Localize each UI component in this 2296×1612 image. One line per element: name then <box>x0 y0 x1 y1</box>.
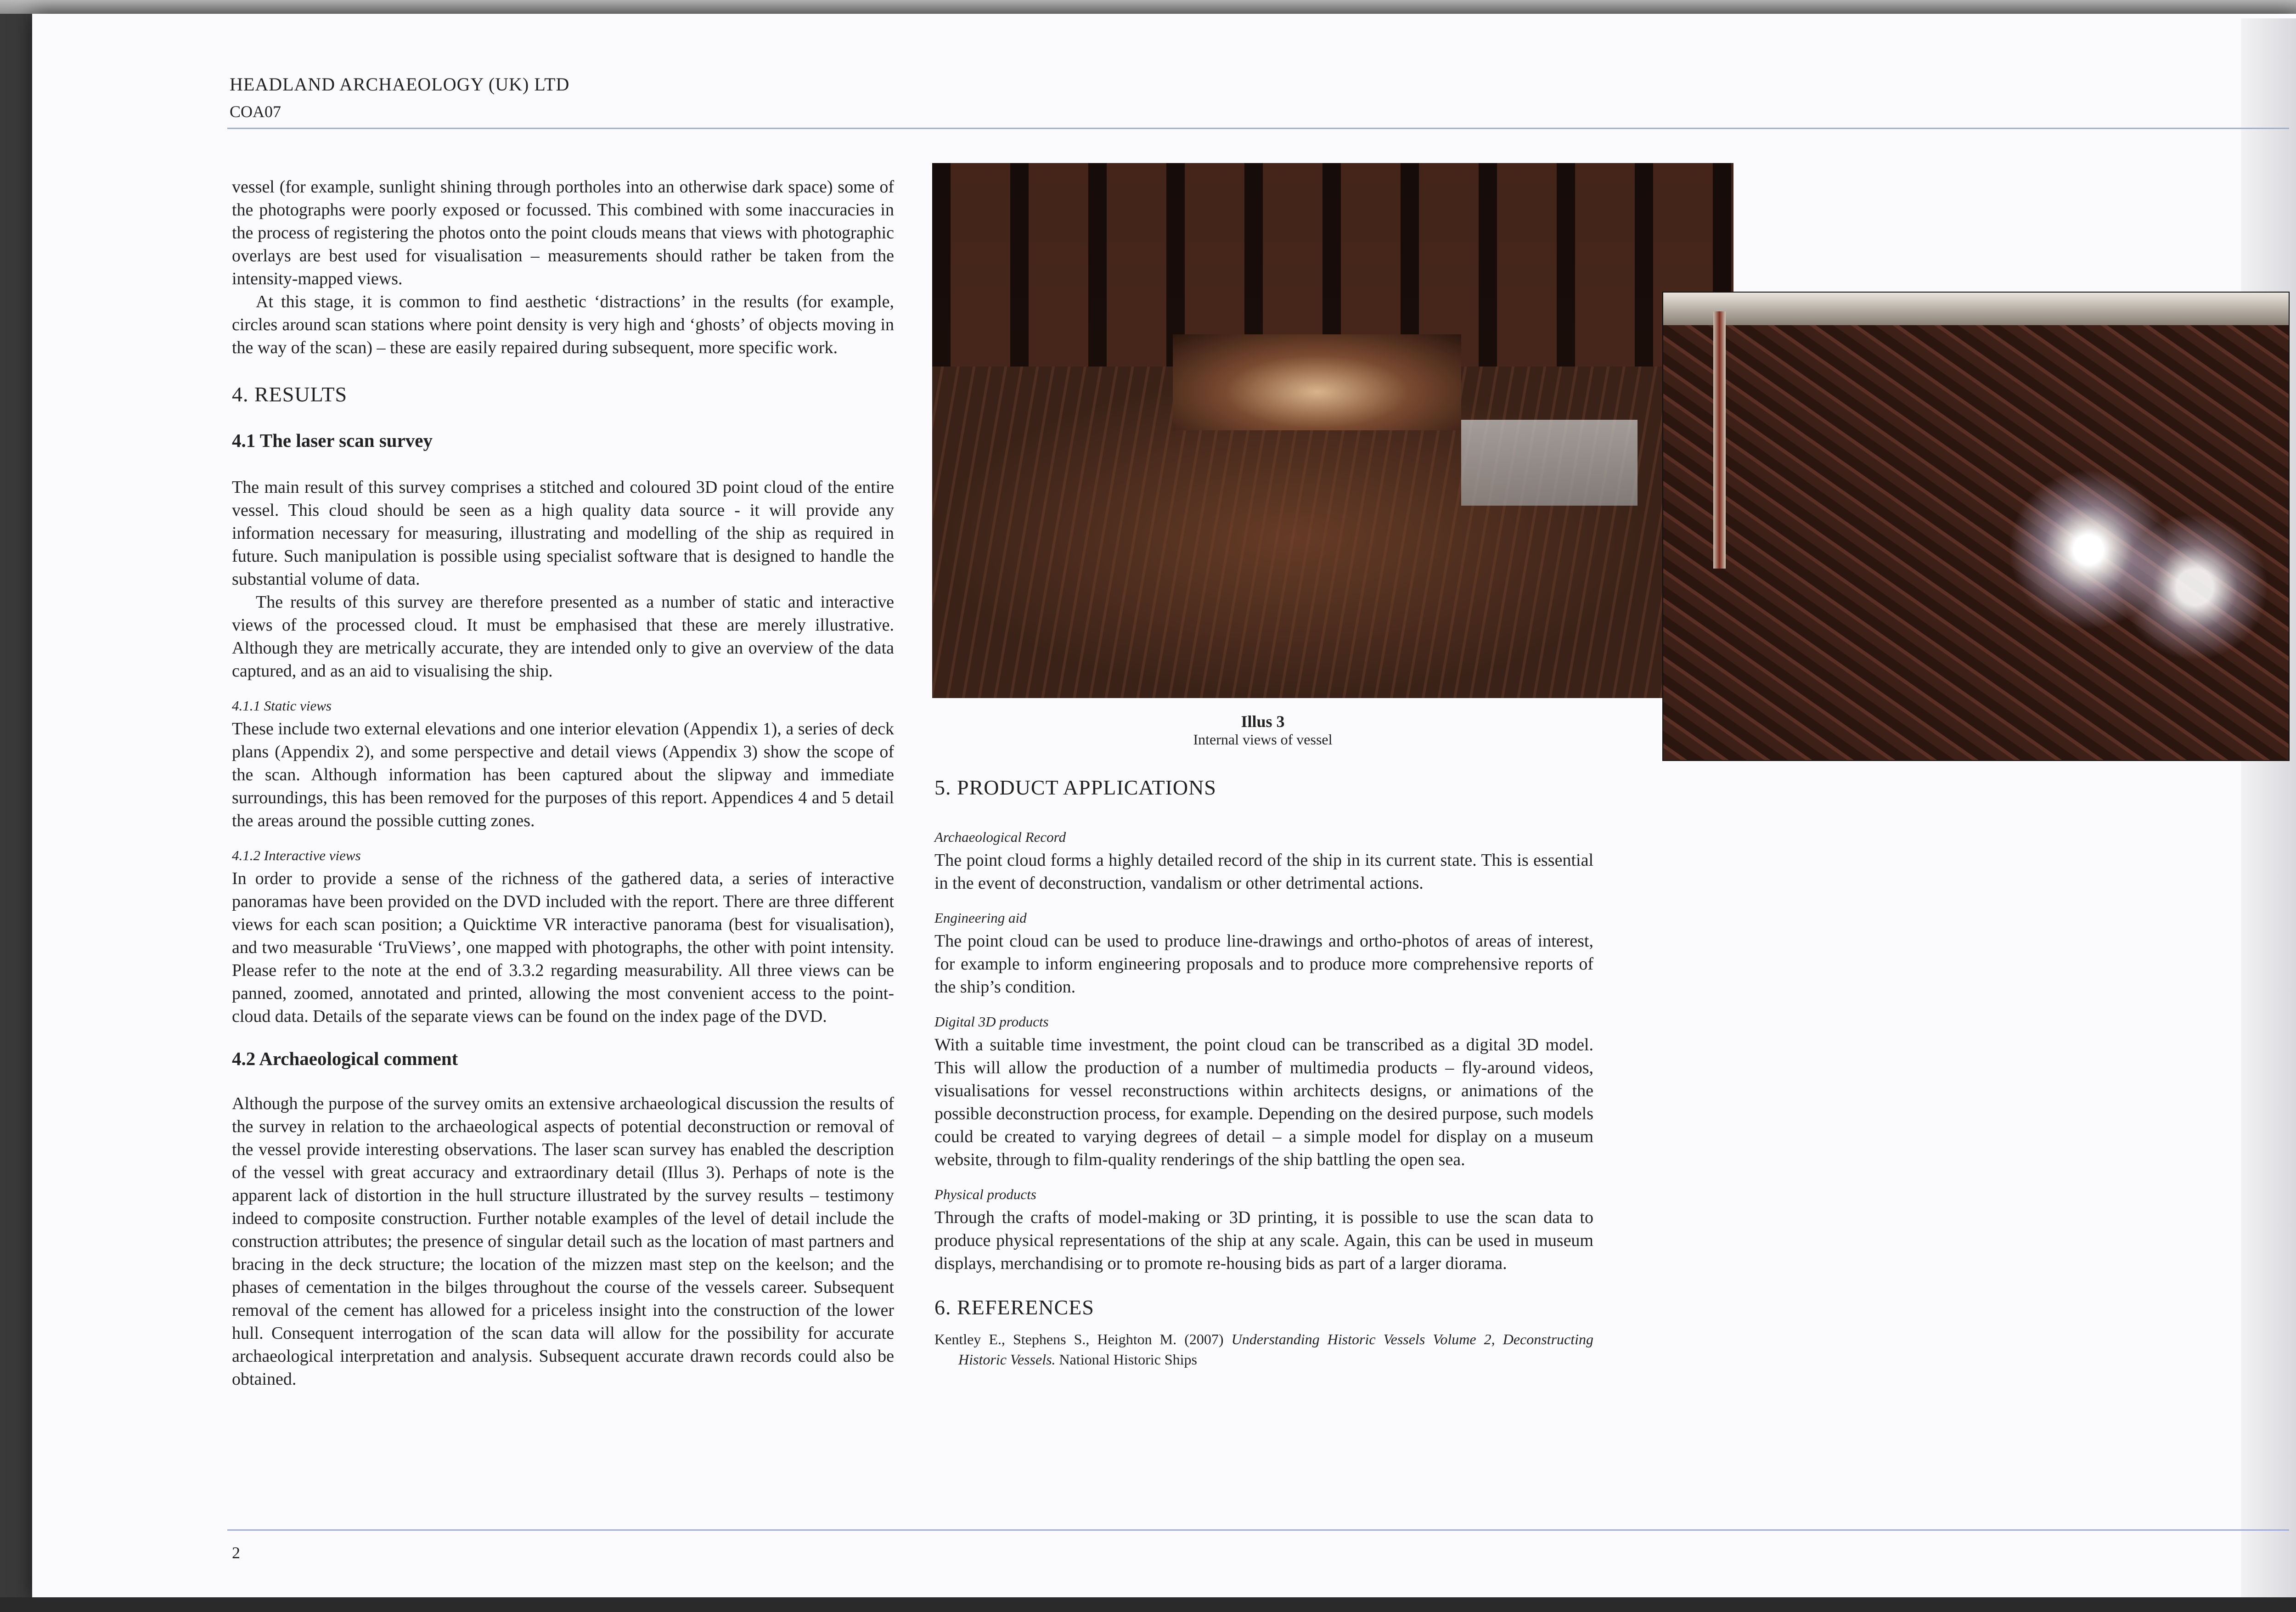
laser-survey-heading: 4.1 The laser scan survey <box>232 430 433 451</box>
static-views-paragraph: These include two external elevations and one interior elevation (Appendix 1), a series of deck plans (Appendix 2), and some perspective and detail views (Appendix 3) show the scope of the scan. Although information has been captured about the slipway and immediate surroundings, this has been removed for the purposes of this report. Appendices 4 and 5 detail the areas around the possible cutting zones. <box>232 719 894 830</box>
scan-top-edge <box>0 0 2296 14</box>
references-heading: 6. REFERENCES <box>934 1296 1094 1319</box>
interactive-views-paragraph: In order to provide a sense of the richness of the gathered data, a series of interactive panoramas have been provided on the DVD included with the report. There are three different views for each scan position; a Quicktime VR interactive panorama (best for visualisation), and two measurable ‘TruViews’, one mapped with photographs, the other with point intensity. Please refer to the note at the end of 3.3.2 regarding measurability. All three views can be panned, zoomed, annotated and printed, allowing the most convenient access to the point-cloud data. Details of the separate views can be found on the index page of the DVD. <box>232 869 894 1026</box>
static-views-heading: 4.1.1 Static views <box>232 698 332 714</box>
reference-publisher: National Historic Ships <box>1059 1351 1197 1368</box>
deck-railing <box>1461 420 1638 505</box>
app-text-engineering-aid: The point cloud can be used to produce line-drawings and ortho-photos of areas of interest, for example to inform engineering proposals and to produce more comprehensive reports of the ship’s condition. <box>934 931 1593 997</box>
reference-entry <box>934 1329 1593 1370</box>
app-title-engineering-aid: Engineering aid <box>934 910 1027 926</box>
app-title-digital-3d: Digital 3D products <box>934 1014 1049 1030</box>
app-title-archaeological-record: Archaeological Record <box>934 829 1066 845</box>
scan-bottom-edge <box>0 1597 2296 1612</box>
archaeological-comment-paragraph: Although the purpose of the survey omits an extensive archaeological discussion the results of the survey in relation to the archaeological aspects of potential deconstruction or removal of the vessel provide interesting observations. The laser scan survey has enabled the description of the vessel with great accuracy and extraordinary detail (Illus 3). Perhaps of note is the apparent lack of distortion in the hull structure illustrated by the survey results – testimony indeed to composite construction. Further notable examples of the level of detail include the construction attributes; the presence of singular detail such as the location of mast partners and bracing in the deck structure; the location of the mizzen mast step on the keelson; and the phases of cementation in the bilges throughout the course of the vessels career. Subsequent removal of the cement has allowed for a priceless insight into the construction of the lower hull. Consequent interrogation of the scan data will allow for the possibility for accurate archaeological interpretation and analysis. Subsequent accurate drawn records could also be obtained. <box>232 1094 894 1389</box>
header-code: COA07 <box>230 102 281 121</box>
laser-paragraph-1: The main result of this survey comprises a stitched and coloured 3D point cloud of the entire vessel. This cloud should be seen as a high quality data source - it will provide any information necessary for measuring, illustrating and modelling of the ship as required in future. Such manipulation is possible using specialist software that is designed to handle the substantial volume of data. <box>232 478 894 589</box>
header-rule <box>227 128 2289 129</box>
app-text-physical-products: Through the crafts of model-making or 3D printing, it is possible to use the scan data to produce physical representations of the ship at any scale. Again, this can be used in museum displays, merchandising or to promote re-housing bids as part of a larger diorama. <box>934 1208 1593 1273</box>
right-column <box>934 776 1593 1370</box>
hull-support-post <box>1713 311 1726 569</box>
reference-title: Understanding Historic Vessels Volume 2, Deconstructing Historic Vessels. <box>958 1331 1594 1368</box>
intro-paragraph-2: At this stage, it is common to find aesthetic ‘distractions’ in the results (for example, circles around scan stations where point density is very high and ‘ghosts’ of objects moving in the way of the scan) – these are easily repaired during subsequent, more specific work. <box>232 292 894 357</box>
page-number: 2 <box>232 1544 240 1562</box>
deck-interior-photo <box>932 163 1733 698</box>
page-fold-edge <box>2241 18 2296 1612</box>
laser-paragraph-2: The results of this survey are therefore presented as a number of static and interactive views of the processed cloud. It must be emphasised that these are merely illustrative. Although they are metrically accurate, they are intended only to give an overview of the data captured, and as an aid to visualising the ship. <box>232 592 894 681</box>
hull-top-beam <box>1663 293 2289 325</box>
app-text-digital-3d: With a suitable time investment, the point cloud can be transcribed as a digital 3D model. This will allow the production of a number of multimedia products – fly-around videos, visualisations for vessel reconstructions within architects designs, or animations of the possible deconstruction process, for example. Depending on the desired purpose, such models could be created to varying degrees of detail – a simple model for display on a museum website, through to film-quality renderings of the ship battling the open sea. <box>934 1035 1593 1169</box>
figure-label: Illus 3 <box>1241 712 1285 731</box>
results-heading: 4. RESULTS <box>232 383 348 406</box>
header-company: HEADLAND ARCHAEOLOGY (UK) LTD <box>230 74 570 95</box>
reference-authors: Kentley E., Stephens S., Heighton M. (2007) <box>934 1331 1224 1347</box>
product-applications-heading: 5. PRODUCT APPLICATIONS <box>934 776 1216 799</box>
figure-caption: Internal views of vessel <box>1193 731 1333 748</box>
footer-rule <box>227 1529 2289 1531</box>
app-text-archaeological-record: The point cloud forms a highly detailed record of the ship in its current state. This is essential in the event of deconstruction, vandalism or other detrimental actions. <box>934 851 1593 893</box>
app-title-physical-products: Physical products <box>934 1186 1036 1202</box>
left-column <box>232 175 894 1391</box>
interactive-views-heading: 4.1.2 Interactive views <box>232 847 361 863</box>
intro-paragraph-1: vessel (for example, sunlight shining through portholes into an otherwise dark space) some of the photographs were poorly exposed or focussed. This combined with some inaccuracies in the process of registering the photos onto the point clouds means that views with photographic overlays are best used for visualisation – measurements should rather be taken from the intensity-mapped views. <box>232 177 894 288</box>
deck-lit-corridor <box>1173 334 1461 431</box>
hull-interior-photo <box>1662 292 2290 761</box>
archaeological-comment-heading: 4.2 Archaeological comment <box>232 1048 458 1069</box>
